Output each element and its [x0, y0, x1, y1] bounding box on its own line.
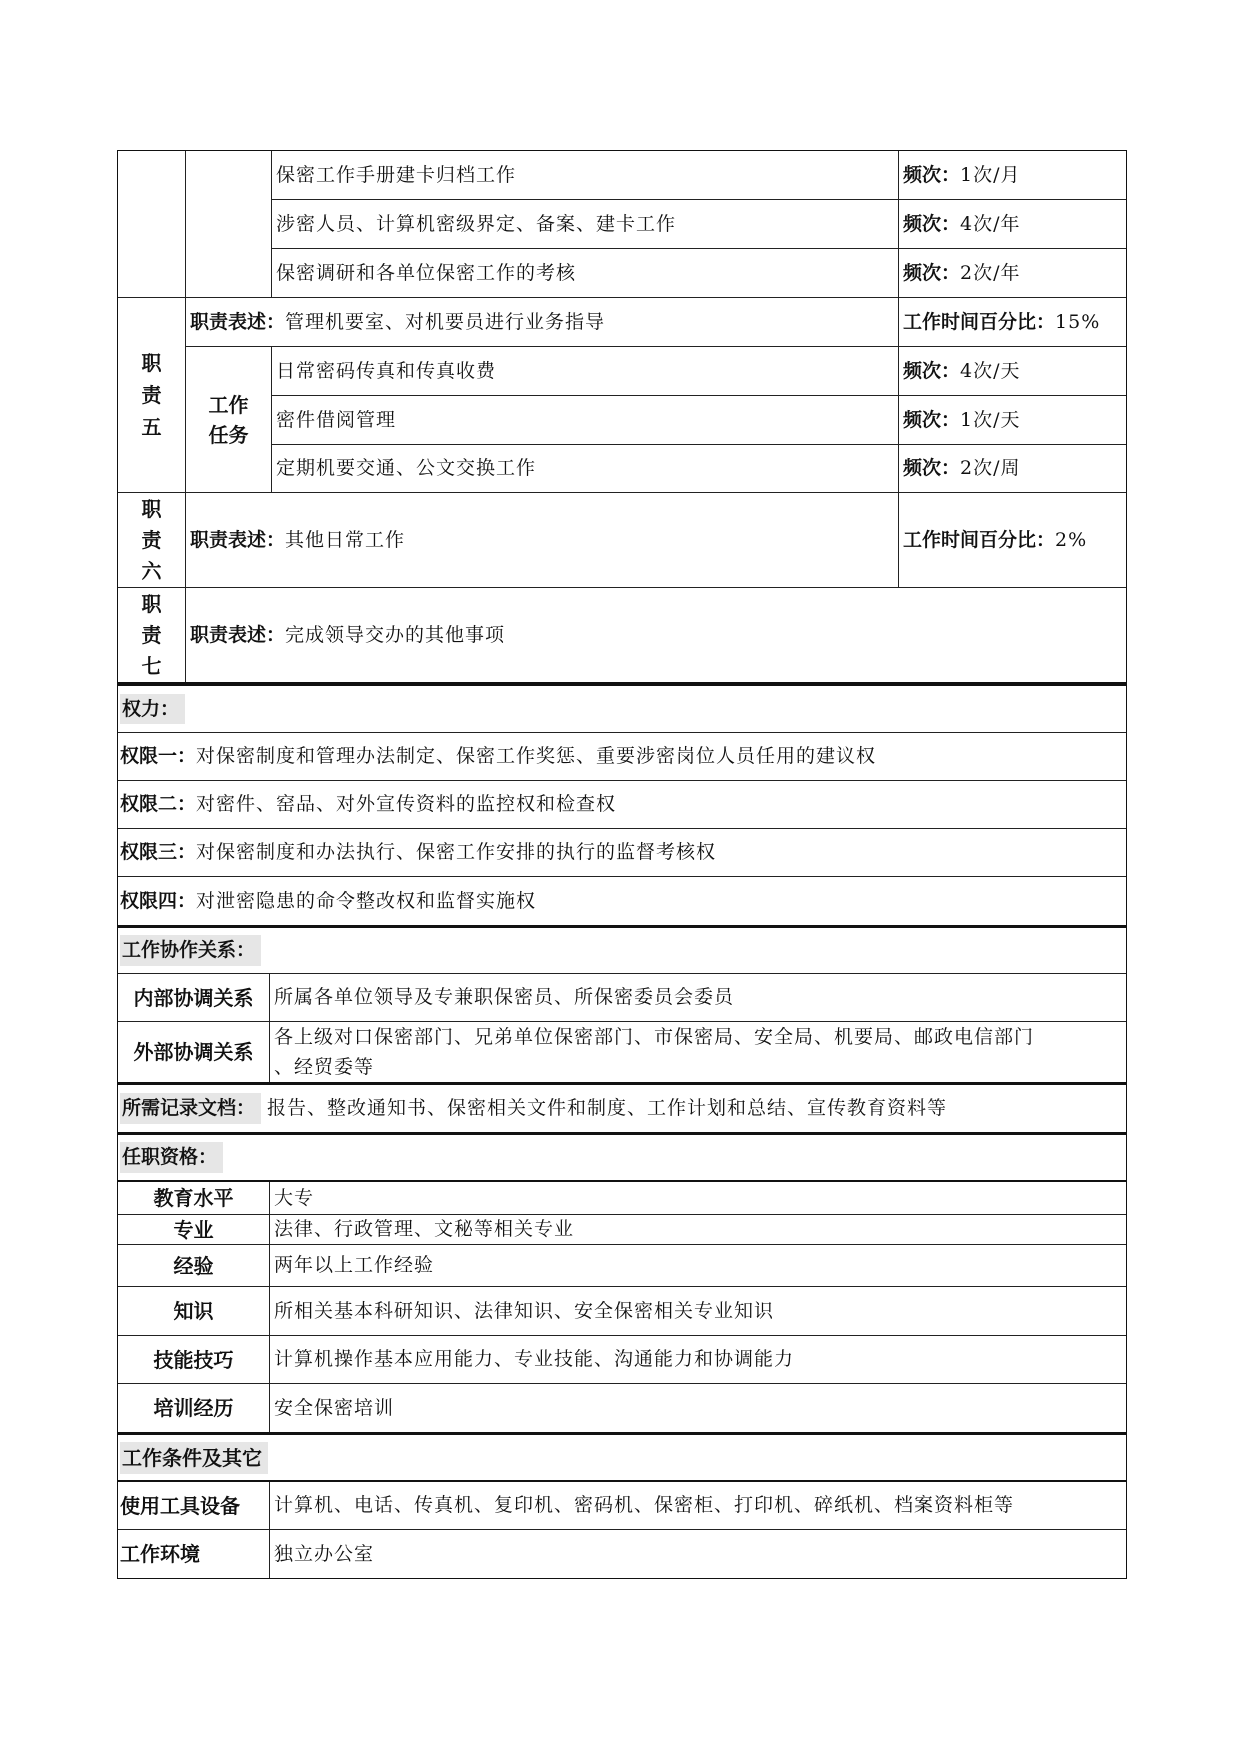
task-row — [272, 248, 1126, 297]
duty6-block — [118, 492, 1126, 587]
qualification-value: 计算机操作基本应用能力、专业技能、沟通能力和协调能力 — [274, 1348, 795, 1371]
authority-item — [118, 828, 1126, 876]
frequency-label: 频次： — [903, 457, 961, 480]
duty7-title-char: 职 — [141, 591, 162, 616]
duty4-block — [118, 151, 1126, 297]
qualification-row — [118, 1214, 1126, 1244]
conditions-heading — [118, 1435, 1126, 1480]
external-coordination-value — [270, 1022, 1126, 1082]
authority-line — [118, 733, 1126, 780]
duty6-title-char: 责 — [141, 527, 162, 552]
job-description-sheet — [117, 150, 1127, 1579]
frequency-value: 4次/年 — [960, 212, 1021, 235]
task-frequency — [899, 249, 1126, 297]
internal-coordination-label: 内部协调关系 — [118, 974, 270, 1021]
section-heading: 任职资格： — [120, 1142, 223, 1173]
desc-text: 完成领导交办的其他事项 — [285, 623, 506, 646]
conditions-heading-row — [118, 1432, 1126, 1480]
duty5-title — [118, 298, 186, 492]
task-row — [272, 199, 1126, 248]
task-row — [272, 444, 1126, 492]
qualification-label: 专业 — [118, 1215, 270, 1244]
authority-line — [118, 877, 1126, 925]
desc-label: 职责表述： — [190, 528, 286, 551]
duty5-task-label — [186, 347, 272, 492]
qualification-value: 安全保密培训 — [274, 1396, 395, 1419]
records-row — [118, 1082, 1126, 1132]
duty5-desc-row — [186, 298, 1126, 346]
external-coordination-row — [118, 1021, 1126, 1082]
external-line: 各上级对口保密部门、兄弟单位保密部门、市保密局、安全局、机要局、邮政电信部门 — [274, 1026, 1035, 1048]
frequency-label: 频次： — [903, 359, 961, 382]
authority-section — [117, 683, 1127, 1579]
duty6-title-char: 六 — [141, 558, 162, 583]
duty6-title — [118, 493, 186, 587]
duty5-title-char: 职 — [141, 351, 162, 375]
duty4-task-label-cell — [186, 151, 272, 297]
duties-table — [117, 150, 1127, 683]
duty5-tasks-block — [186, 346, 1126, 492]
duty7-title — [118, 588, 186, 682]
frequency-value: 4次/天 — [960, 359, 1021, 382]
qualification-heading — [118, 1135, 1126, 1180]
qualification-row — [118, 1180, 1126, 1214]
task-row — [272, 347, 1126, 395]
section-heading: 工作条件及其它 — [120, 1442, 268, 1474]
duty5-block — [118, 297, 1126, 492]
section-heading: 权力： — [120, 694, 185, 725]
task-frequency — [899, 347, 1126, 395]
qualification-row — [118, 1335, 1126, 1383]
task-text: 定期机要交通、公文交换工作 — [272, 445, 899, 492]
frequency-label: 频次： — [903, 408, 961, 431]
task-frequency — [899, 396, 1126, 444]
authority-heading-row — [118, 683, 1126, 732]
qualification-label: 经验 — [118, 1245, 270, 1286]
authority-label: 权限三： — [120, 841, 197, 864]
pct-label: 工作时间百分比： — [903, 528, 1056, 551]
tools-value: 计算机、电话、传真机、复印机、密码机、保密柜、打印机、碎纸机、档案资料柜等 — [274, 1494, 1015, 1517]
qualification-label: 培训经历 — [118, 1384, 270, 1432]
authority-text: 对保密制度和管理办法制定、保密工作奖惩、重要涉密岗位人员任用的建议权 — [196, 745, 877, 768]
records-label: 所需记录文档： — [120, 1093, 261, 1124]
qualification-value: 大专 — [274, 1186, 315, 1209]
qualification-label: 教育水平 — [118, 1182, 270, 1214]
pct-label: 工作时间百分比： — [903, 310, 1056, 333]
internal-coordination-value: 所属各单位领导及专兼职保密员、所保密委员会委员 — [274, 986, 735, 1009]
authority-line — [118, 781, 1126, 828]
desc-text: 其他日常工作 — [285, 528, 406, 551]
authority-label: 权限二： — [120, 793, 197, 816]
duty6-title-char: 职 — [141, 496, 162, 521]
duty7-title-char: 七 — [141, 653, 162, 678]
frequency-label: 频次： — [903, 163, 961, 186]
authority-item — [118, 732, 1126, 780]
environment-value: 独立办公室 — [274, 1542, 375, 1565]
desc-label: 职责表述： — [190, 310, 286, 333]
task-label-line: 任务 — [208, 422, 249, 447]
duty4-title-cell — [118, 151, 186, 297]
frequency-value: 1次/天 — [960, 408, 1021, 431]
task-text: 保密工作手册建卡归档工作 — [272, 151, 899, 199]
duty5-title-char: 责 — [141, 383, 162, 407]
qualification-heading-row — [118, 1132, 1126, 1180]
authority-item — [118, 876, 1126, 925]
pct-value: 15% — [1055, 310, 1101, 333]
task-text: 密件借阅管理 — [272, 396, 899, 444]
task-text: 日常密码传真和传真收费 — [272, 347, 899, 395]
qualification-row — [118, 1244, 1126, 1286]
task-frequency — [899, 445, 1126, 492]
task-label-line: 工作 — [208, 392, 249, 417]
external-line: 、经贸委等 — [274, 1056, 375, 1078]
qualification-value: 法律、行政管理、文秘等相关专业 — [274, 1218, 575, 1241]
task-text: 保密调研和各单位保密工作的考核 — [272, 249, 899, 297]
duty6-description — [186, 493, 899, 587]
pct-value: 2% — [1055, 528, 1088, 551]
authority-line — [118, 829, 1126, 876]
qualification-row — [118, 1383, 1126, 1432]
frequency-value: 1次/月 — [960, 163, 1021, 186]
task-frequency — [899, 151, 1126, 199]
task-row — [272, 395, 1126, 444]
frequency-value: 2次/周 — [960, 457, 1021, 480]
duty7-block — [118, 587, 1126, 682]
qualification-value: 两年以上工作经验 — [274, 1254, 435, 1277]
duty5-description — [186, 298, 899, 346]
duty5-title-char: 五 — [141, 415, 162, 439]
duty7-title-char: 责 — [141, 622, 162, 647]
authority-label: 权限一： — [120, 745, 197, 768]
desc-text: 管理机要室、对机要员进行业务指导 — [285, 310, 606, 333]
duty4-tasks — [272, 151, 1126, 297]
environment-row — [118, 1529, 1126, 1578]
qualification-value: 所相关基本科研知识、法律知识、安全保密相关专业知识 — [274, 1299, 775, 1322]
environment-label: 工作环境 — [118, 1530, 270, 1578]
records-text: 报告、整改通知书、保密相关文件和制度、工作计划和总结、宣传教育资料等 — [267, 1097, 948, 1120]
duty6-percentage — [899, 493, 1126, 587]
duty5-content — [186, 298, 1126, 492]
internal-coordination-row — [118, 973, 1126, 1021]
authority-heading — [118, 686, 1126, 732]
frequency-label: 频次： — [903, 261, 961, 284]
duty5-tasks — [272, 347, 1126, 492]
records-cell — [118, 1085, 1126, 1132]
cooperation-heading — [118, 928, 1126, 973]
task-text: 涉密人员、计算机密级界定、备案、建卡工作 — [272, 200, 899, 248]
duty5-percentage — [899, 298, 1126, 346]
task-row — [272, 151, 1126, 199]
qualification-label: 知识 — [118, 1287, 270, 1335]
authority-label: 权限四： — [120, 889, 197, 912]
duty7-description — [186, 588, 1126, 682]
tools-row — [118, 1480, 1126, 1529]
frequency-value: 2次/年 — [960, 261, 1021, 284]
section-heading: 工作协作关系： — [120, 935, 261, 966]
tools-label: 使用工具设备 — [118, 1482, 270, 1529]
authority-item — [118, 780, 1126, 828]
external-coordination-label: 外部协调关系 — [118, 1022, 270, 1082]
desc-label: 职责表述： — [190, 623, 286, 646]
qualification-row — [118, 1286, 1126, 1335]
cooperation-heading-row — [118, 925, 1126, 973]
task-frequency — [899, 200, 1126, 248]
authority-text: 对泄密隐患的命令整改权和监督实施权 — [196, 889, 537, 912]
qualification-label: 技能技巧 — [118, 1336, 270, 1383]
authority-text: 对密件、窑品、对外宣传资料的监控权和检查权 — [196, 793, 617, 816]
frequency-label: 频次： — [903, 212, 961, 235]
authority-text: 对保密制度和办法执行、保密工作安排的执行的监督考核权 — [196, 841, 717, 864]
